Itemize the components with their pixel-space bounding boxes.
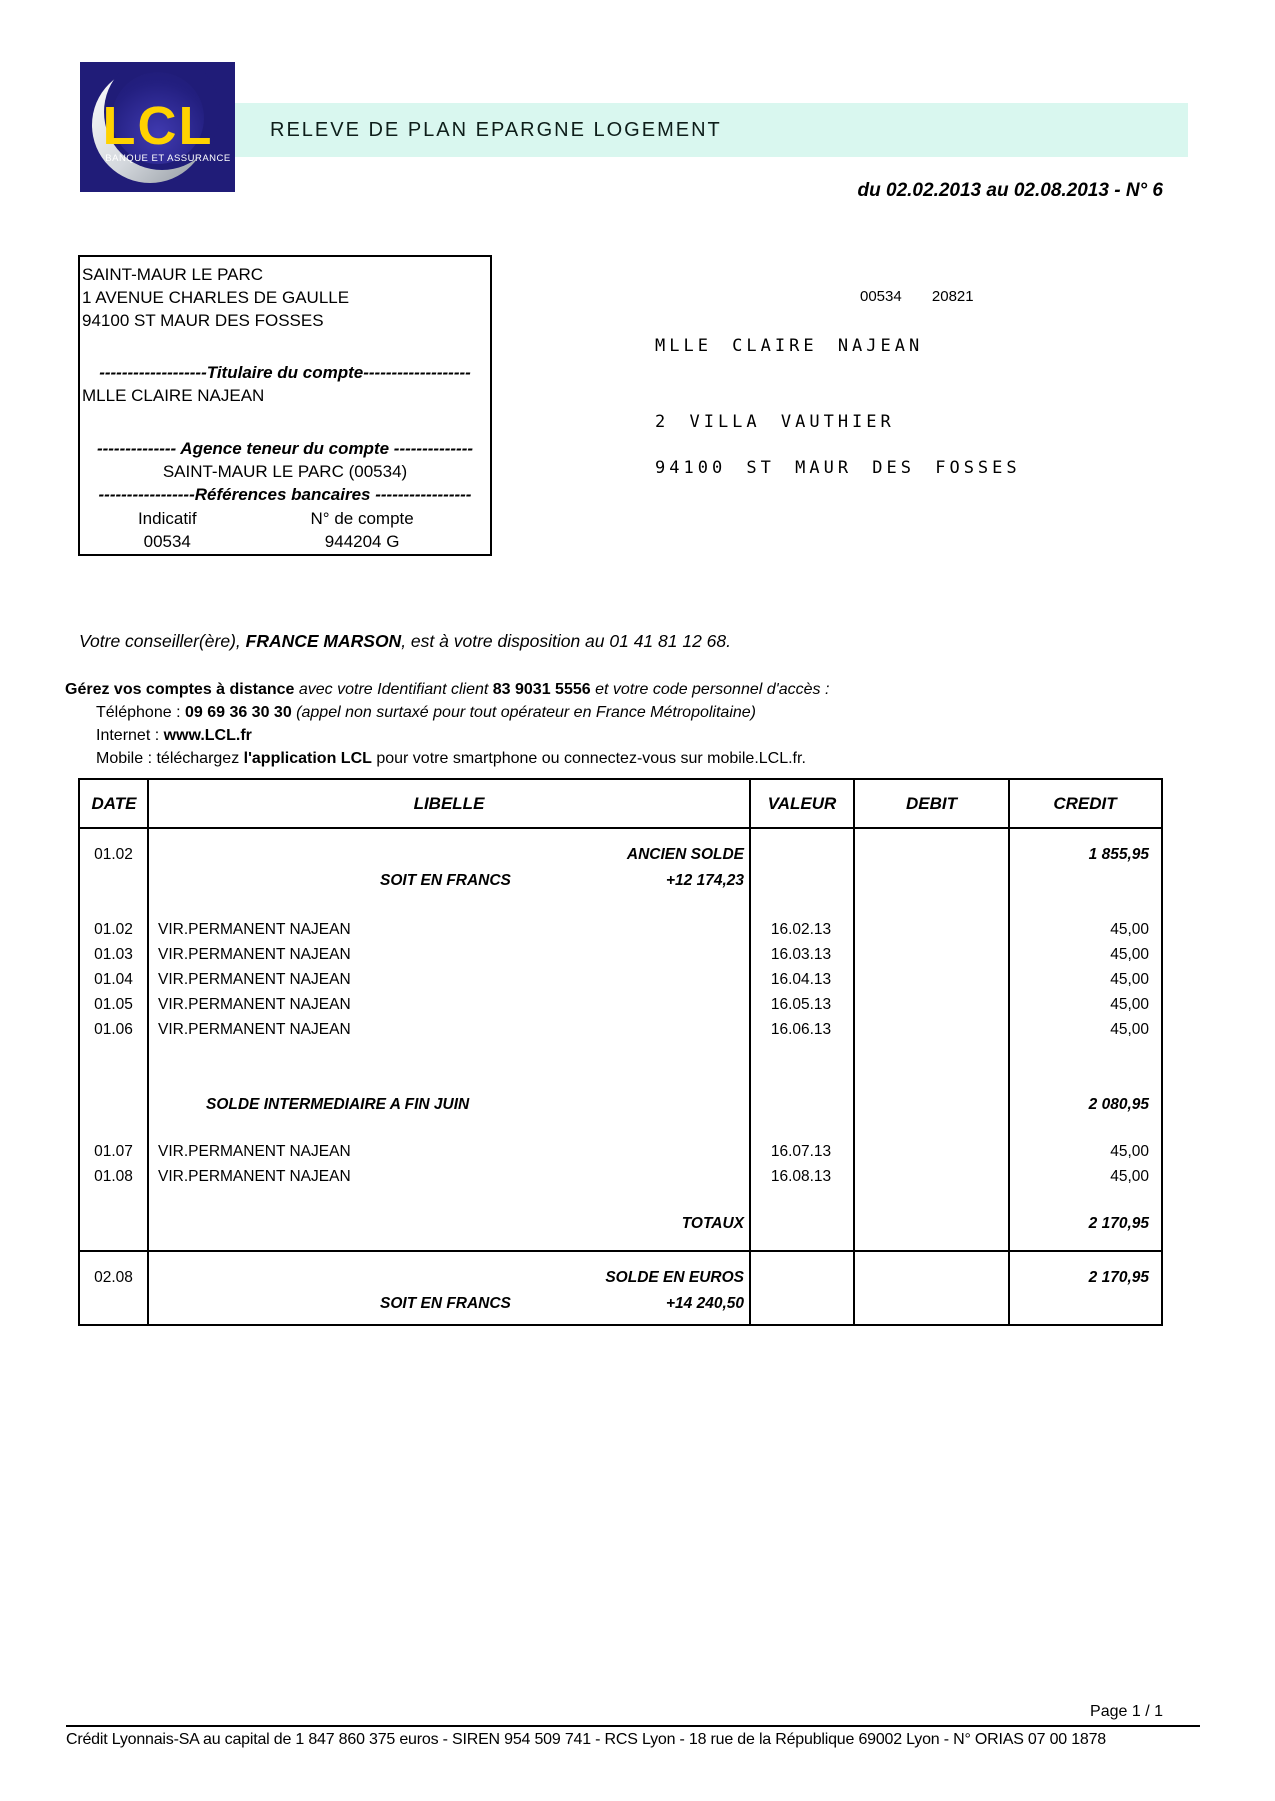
col-header-date: DATE	[91, 793, 137, 813]
phone-label: Téléphone :	[96, 704, 185, 721]
transactions-table	[78, 778, 1163, 1326]
advisor-prefix: Votre conseiller(ère),	[79, 631, 246, 651]
cell-valeur: 16.05.13	[770, 996, 832, 1013]
table-row-soit-en-francs	[80, 869, 1161, 893]
agence-value: SAINT-MAUR LE PARC (00534)	[162, 462, 408, 481]
cell-libelle: VIR.PERMANENT NAJEAN	[158, 946, 351, 963]
table-row	[80, 1165, 1161, 1189]
agence-heading: -------------- Agence teneur du compte --------------	[96, 439, 474, 458]
cell-value: +12 174,23	[665, 872, 744, 889]
table-row	[80, 968, 1161, 992]
lcl-logo-icon	[80, 62, 235, 192]
references-heading: -----------------Références bancaires -----------------	[98, 485, 472, 504]
spacer	[82, 407, 488, 437]
manage-end-text: et votre code personnel d'accès :	[590, 681, 830, 698]
cell-credit: 1 855,95	[1088, 846, 1149, 863]
cell-valeur: 16.06.13	[770, 1021, 832, 1038]
col-header-valeur: VALEUR	[767, 793, 837, 813]
cell-credit: 45,00	[1110, 946, 1149, 963]
col-header-debit: DEBIT	[906, 793, 957, 813]
cell-credit: 45,00	[1110, 996, 1149, 1013]
cell-date: 02.08	[94, 1269, 133, 1286]
agency-code: 00534	[860, 288, 902, 305]
table-row-ancien-solde	[80, 843, 1161, 867]
cell-libelle: VIR.PERMANENT NAJEAN	[158, 921, 351, 938]
internet-url: www.LCL.fr	[163, 727, 252, 744]
table-row	[80, 1018, 1161, 1042]
cell-libelle: VIR.PERMANENT NAJEAN	[158, 996, 351, 1013]
table-row-soit-en-francs-final	[80, 1292, 1161, 1316]
mobile-post-text: pour votre smartphone ou connectez-vous sur mobile.LCL.fr.	[371, 750, 806, 767]
col-header-credit: CREDIT	[1053, 793, 1117, 813]
cell-credit: 45,00	[1110, 1021, 1149, 1038]
recipient-name: MLLE CLAIRE NAJEAN	[655, 336, 924, 356]
legal-notice: Crédit Lyonnais-SA au capital de 1 847 860 375 euros - SIREN 954 509 741 - RCS Lyon - 18 rue de la République 69002 Lyon - N° ORIAS 07 00 1878	[66, 1731, 1107, 1748]
compte-value: 944204 G	[324, 532, 400, 551]
cell-label: SOIT EN FRANCS	[380, 872, 511, 889]
cell-credit: 2 080,95	[1088, 1096, 1149, 1113]
references-labels	[82, 506, 488, 531]
references-values	[82, 531, 488, 553]
title-banner	[232, 103, 1188, 157]
cell-date: 01.08	[94, 1168, 133, 1185]
mobile-app-label: l'application LCL	[243, 750, 372, 767]
header-divider	[80, 827, 1161, 829]
col-header-libelle: LIBELLE	[413, 793, 485, 813]
compte-label: N° de compte	[310, 509, 414, 528]
agency-box	[78, 255, 492, 556]
table-row-totaux	[80, 1212, 1161, 1236]
cell-libelle: VIR.PERMANENT NAJEAN	[158, 1143, 351, 1160]
cell-date: 01.07	[94, 1143, 133, 1160]
cell-libelle: VIR.PERMANENT NAJEAN	[158, 1168, 351, 1185]
cell-valeur: 16.04.13	[770, 971, 832, 988]
cell-label: SOIT EN FRANCS	[380, 1295, 511, 1312]
phone-number: 09 69 36 30 30	[184, 704, 292, 721]
recipient-address-line: 94100 ST MAUR DES FOSSES	[655, 458, 1021, 478]
cell-credit: 2 170,95	[1088, 1269, 1149, 1286]
indicatif-value: 00534	[143, 532, 191, 551]
cell-date: 01.03	[94, 946, 133, 963]
table-row-solde-final	[80, 1266, 1161, 1290]
logo-text: LCL	[102, 96, 214, 156]
client-id: 83 9031 5556	[492, 681, 591, 698]
cell-label: ANCIEN SOLDE	[626, 846, 744, 863]
manage-accounts-line	[65, 678, 829, 701]
cell-label: SOLDE EN EUROS	[605, 1269, 744, 1286]
recipient-address-line: 2 VILLA VAUTHIER	[655, 412, 895, 432]
advisor-line	[79, 631, 731, 652]
cell-credit: 45,00	[1110, 921, 1149, 938]
account-code: 20821	[931, 288, 974, 305]
mobile-pre-text: Mobile : téléchargez	[96, 750, 244, 767]
cell-label: TOTAUX	[681, 1215, 744, 1232]
table-row	[80, 1140, 1161, 1164]
logo-subtext: BANQUE ET ASSURANCE	[105, 153, 231, 164]
page-number: Page 1 / 1	[1090, 1703, 1163, 1720]
cell-date: 01.02	[94, 921, 133, 938]
advisor-suffix: , est à votre disposition au 01 41 81 12 68.	[401, 631, 732, 651]
titulaire-heading: -------------------Titulaire du compte-------------------	[99, 363, 471, 382]
mobile-line	[65, 747, 829, 770]
statement-period: du 02.02.2013 au 02.08.2013 - N° 6	[857, 180, 1163, 201]
cell-date: 01.02	[94, 846, 133, 863]
agency-address-line: 94100 ST MAUR DES FOSSES	[82, 311, 324, 330]
cell-libelle: VIR.PERMANENT NAJEAN	[158, 971, 351, 988]
cell-valeur: 16.02.13	[770, 921, 832, 938]
manage-accounts-label: Gérez vos comptes à distance	[65, 681, 295, 698]
cell-valeur: 16.07.13	[770, 1143, 832, 1160]
cell-credit: 45,00	[1110, 971, 1149, 988]
footer-divider	[66, 1725, 1200, 1727]
cell-credit: 45,00	[1110, 1143, 1149, 1160]
manage-mid-text: avec votre Identifiant client	[294, 681, 493, 698]
phone-note: (appel non surtaxé pour tout opérateur en France Métropolitaine)	[291, 704, 756, 721]
internet-label: Internet :	[96, 727, 164, 744]
internet-line	[65, 724, 829, 747]
phone-line	[65, 701, 829, 724]
cell-credit: 2 170,95	[1088, 1215, 1149, 1232]
spacer	[82, 332, 488, 361]
section-divider	[80, 1250, 1161, 1252]
cell-credit: 45,00	[1110, 1168, 1149, 1185]
cell-valeur: 16.08.13	[770, 1168, 832, 1185]
table-row	[80, 993, 1161, 1017]
table-header-row	[80, 780, 1161, 827]
cell-valeur: 16.03.13	[770, 946, 832, 963]
table-row	[80, 943, 1161, 967]
document-title: RELEVE DE PLAN EPARGNE LOGEMENT	[270, 118, 722, 141]
cell-date: 01.06	[94, 1021, 133, 1038]
titulaire-value: MLLE CLAIRE NAJEAN	[82, 386, 265, 405]
cell-date: 01.05	[94, 996, 133, 1013]
advisor-name: FRANCE MARSON	[245, 631, 402, 651]
agency-address-line: SAINT-MAUR LE PARC	[82, 265, 264, 284]
table-row-solde-intermediaire	[80, 1093, 1161, 1117]
table-row	[80, 918, 1161, 942]
indicatif-label: Indicatif	[137, 509, 197, 528]
cell-value: +14 240,50	[665, 1295, 744, 1312]
agency-codes	[860, 288, 974, 305]
cell-date: 01.04	[94, 971, 133, 988]
cell-label: SOLDE INTERMEDIAIRE A FIN JUIN	[206, 1096, 470, 1113]
cell-libelle: VIR.PERMANENT NAJEAN	[158, 1021, 351, 1038]
remote-access-block	[65, 678, 829, 770]
agency-address-line: 1 AVENUE CHARLES DE GAULLE	[82, 288, 350, 307]
